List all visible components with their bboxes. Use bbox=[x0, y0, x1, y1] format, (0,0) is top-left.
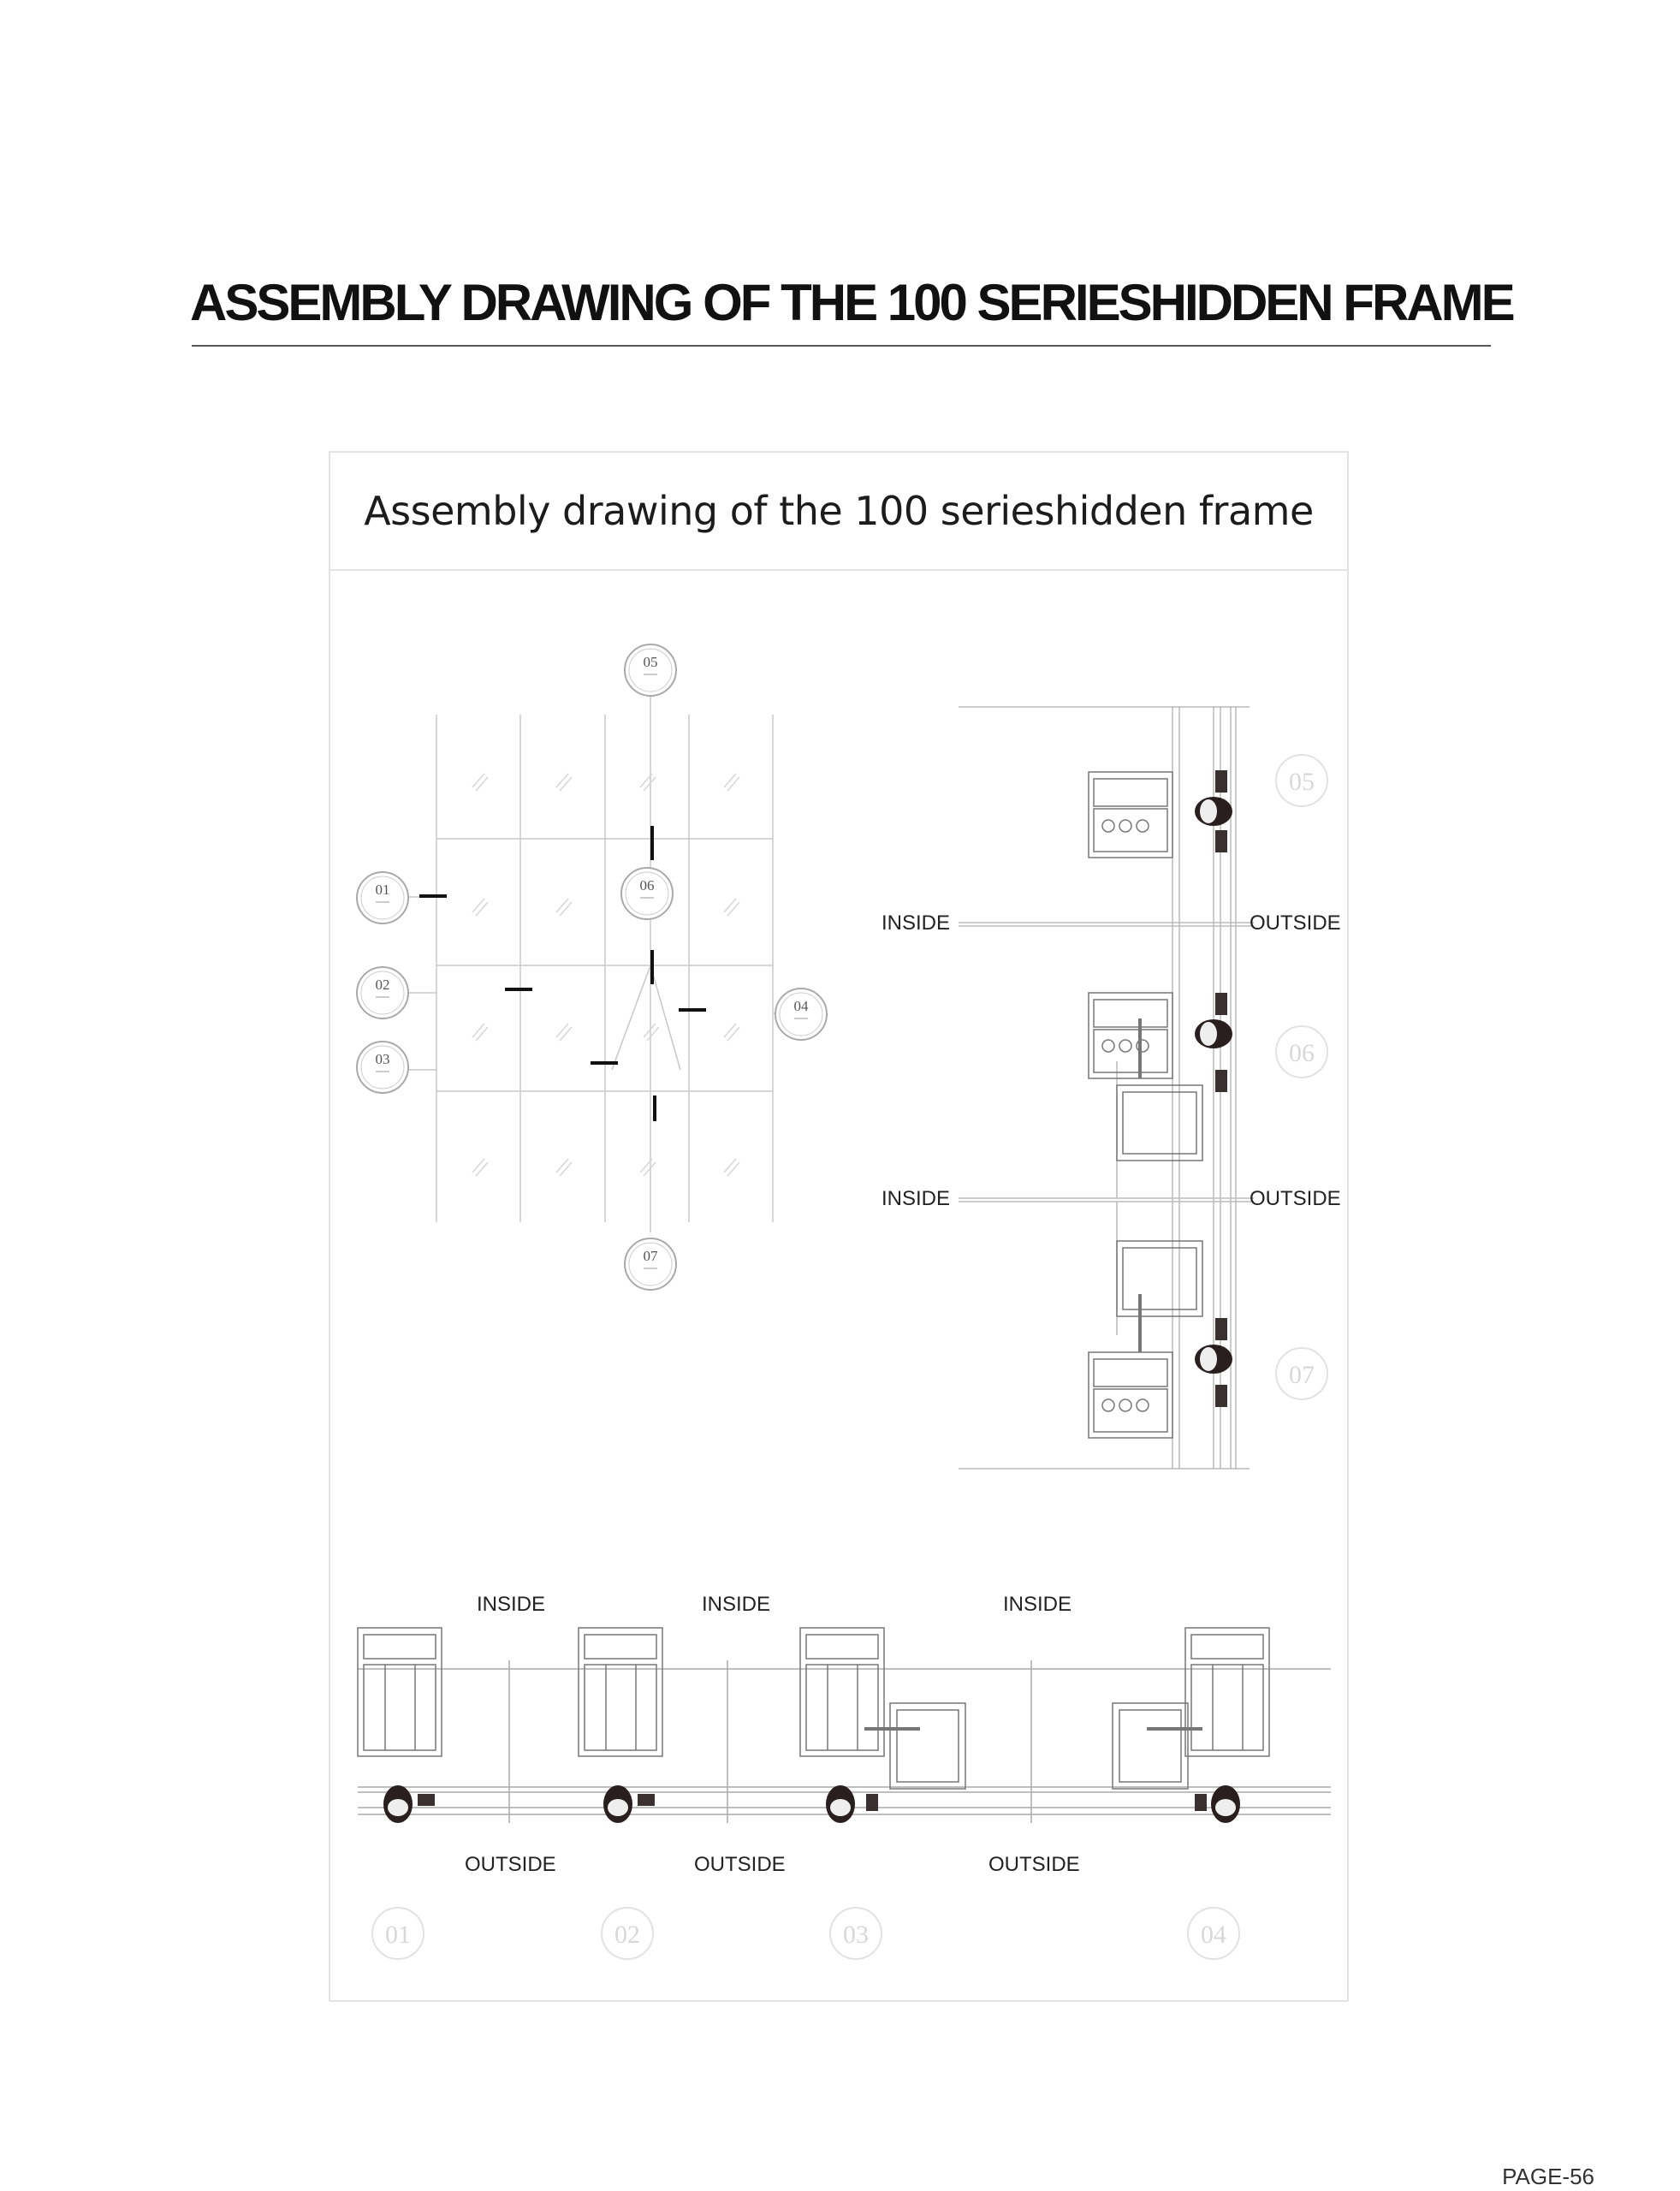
detail-05 bbox=[1276, 755, 1327, 806]
gasket-02 bbox=[603, 1785, 655, 1823]
detail-04-label: 04 bbox=[1201, 1921, 1226, 1949]
marker-06-label: 06 bbox=[639, 877, 655, 894]
page-number: PAGE-56 bbox=[1502, 2164, 1594, 2189]
horizontal-outside-label-2: OUTSIDE bbox=[694, 1853, 786, 1876]
vertical-outside-label-2: OUTSIDE bbox=[1250, 1187, 1341, 1210]
detail-05-label: 05 bbox=[1289, 768, 1315, 796]
detail-07-label: 07 bbox=[1289, 1361, 1315, 1389]
gasket-03 bbox=[826, 1785, 878, 1823]
vertical-section bbox=[882, 707, 1341, 1469]
horizontal-outside-label-3: OUTSIDE bbox=[988, 1853, 1080, 1876]
marker-02-label: 02 bbox=[375, 977, 390, 993]
detail-06-label: 06 bbox=[1289, 1039, 1315, 1067]
vertical-inside-label-2: INSIDE bbox=[882, 1187, 951, 1210]
detail-03-label: 03 bbox=[843, 1921, 869, 1949]
marker-01 bbox=[357, 872, 408, 923]
page-title: ASSEMBLY DRAWING OF THE 100 SERIESHIDDEN FRAME bbox=[190, 274, 1513, 331]
panel-title: Assembly drawing of the 100 serieshidden frame bbox=[364, 488, 1314, 534]
horizontal-inside-label-3: INSIDE bbox=[1003, 1593, 1072, 1616]
marker-05 bbox=[625, 644, 676, 696]
gasket-01 bbox=[383, 1785, 435, 1823]
elevation-view bbox=[402, 693, 777, 1232]
detail-02 bbox=[602, 1908, 653, 1959]
detail-04 bbox=[1188, 1908, 1239, 1959]
detail-01-label: 01 bbox=[385, 1921, 411, 1949]
marker-04 bbox=[775, 989, 827, 1040]
marker-07 bbox=[625, 1238, 676, 1290]
detail-07 bbox=[1276, 1348, 1327, 1399]
horizontal-section bbox=[358, 1593, 1331, 1959]
vertical-inside-label-1: INSIDE bbox=[882, 911, 951, 935]
marker-06 bbox=[621, 868, 673, 919]
marker-03 bbox=[357, 1042, 408, 1093]
horizontal-inside-label-2: INSIDE bbox=[702, 1593, 771, 1616]
marker-03-label: 03 bbox=[375, 1051, 390, 1067]
marker-01-label: 01 bbox=[375, 882, 390, 898]
detail-06 bbox=[1276, 1026, 1327, 1078]
detail-01 bbox=[372, 1908, 424, 1959]
section-cut-marks bbox=[419, 826, 706, 1121]
detail-03 bbox=[830, 1908, 882, 1959]
horizontal-outside-label-1: OUTSIDE bbox=[465, 1853, 556, 1876]
marker-04-label: 04 bbox=[793, 998, 809, 1014]
marker-05-label: 05 bbox=[643, 654, 658, 670]
gasket-04 bbox=[1195, 1785, 1240, 1823]
vertical-outside-label-1: OUTSIDE bbox=[1250, 911, 1341, 935]
marker-02 bbox=[357, 967, 408, 1018]
detail-02-label: 02 bbox=[614, 1921, 640, 1949]
horizontal-inside-label-1: INSIDE bbox=[477, 1593, 546, 1616]
marker-07-label: 07 bbox=[643, 1248, 658, 1264]
